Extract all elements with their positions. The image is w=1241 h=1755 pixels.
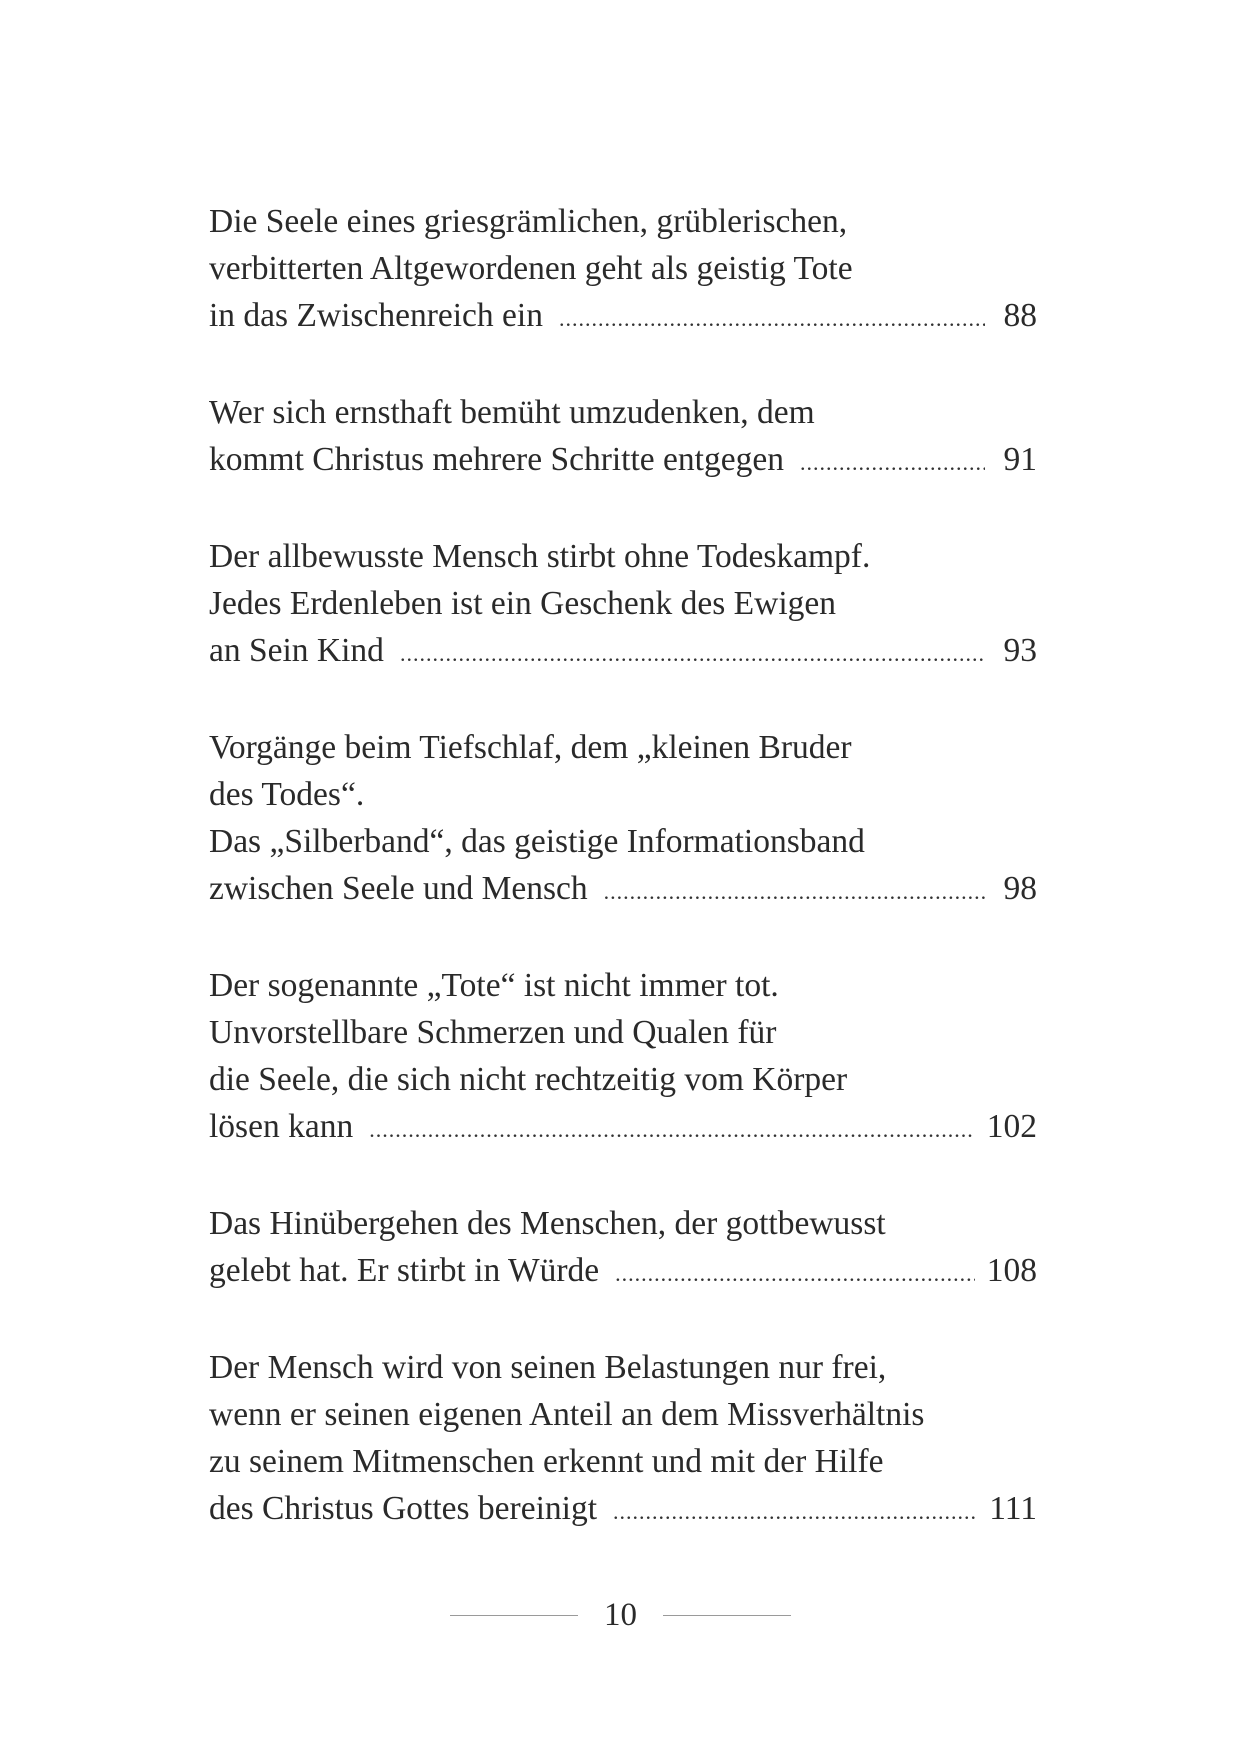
toc-entry-line: Jedes Erdenleben ist ein Geschenk des Ewigen xyxy=(209,585,836,622)
dot-leader xyxy=(800,439,985,486)
toc-entry-line: Die Seele eines griesgrämlichen, grüblerischen, xyxy=(209,203,848,240)
toc-entry-final-line xyxy=(209,1103,1037,1153)
dot-leader xyxy=(604,868,985,915)
toc-entry xyxy=(209,198,1037,342)
toc-entry-line: gelebt hat. Er stirbt in Würde xyxy=(209,1252,600,1289)
toc-entry-final-line xyxy=(209,436,1037,486)
toc-entry-final-line xyxy=(209,865,1037,915)
table-of-contents xyxy=(209,198,1037,1582)
toc-entry-final-line xyxy=(209,292,1037,342)
page-number: 10 xyxy=(604,1596,637,1633)
toc-entry-line: die Seele, die sich nicht rechtzeitig vom Körper xyxy=(209,1061,848,1098)
dot-leader xyxy=(613,1488,977,1535)
toc-entry xyxy=(209,962,1037,1153)
toc-entry xyxy=(209,533,1037,677)
toc-entry-line: Der allbewusste Mensch stirbt ohne Todeskampf. xyxy=(209,538,871,575)
toc-entry-line: Der sogenannte „Tote“ ist nicht immer tot. xyxy=(209,967,779,1004)
toc-entry-line: kommt Christus mehrere Schritte entgegen xyxy=(209,441,784,478)
toc-entry-final-line xyxy=(209,1485,1037,1535)
toc-page-number: 98 xyxy=(1003,870,1037,907)
toc-entry-line: des Christus Gottes bereinigt xyxy=(209,1490,597,1527)
toc-entry-line: Der Mensch wird von seinen Belastungen nur frei, xyxy=(209,1349,887,1386)
toc-entry xyxy=(209,389,1037,486)
dot-leader xyxy=(559,295,985,342)
toc-page-number: 111 xyxy=(989,1490,1037,1527)
toc-entry-line: verbitterten Altgewordenen geht als geistig Tote xyxy=(209,250,853,287)
toc-entry-line: zwischen Seele und Mensch xyxy=(209,870,588,907)
page-footer xyxy=(0,1590,1241,1640)
footer-rule-left xyxy=(450,1615,578,1616)
toc-entry-line: Vorgänge beim Tiefschlaf, dem „kleinen Bruder xyxy=(209,729,852,766)
toc-page-number: 88 xyxy=(1003,297,1037,334)
toc-entry-line: lösen kann xyxy=(209,1108,354,1145)
dot-leader xyxy=(615,1250,975,1297)
dot-leader xyxy=(400,630,985,677)
toc-page-number: 108 xyxy=(986,1252,1037,1289)
toc-entry-final-line xyxy=(209,1247,1037,1297)
footer-rule-right xyxy=(663,1615,791,1616)
toc-page-number: 91 xyxy=(1003,441,1037,478)
toc-entry-line: zu seinem Mitmenschen erkennt und mit der Hilfe xyxy=(209,1443,884,1480)
toc-entry-line: an Sein Kind xyxy=(209,632,384,669)
toc-page-number: 93 xyxy=(1003,632,1037,669)
toc-entry-line: des Todes“. xyxy=(209,776,365,813)
toc-entry-final-line xyxy=(209,627,1037,677)
toc-entry-line: Das „Silberband“, das geistige Informationsband xyxy=(209,823,865,860)
toc-entry-line: Unvorstellbare Schmerzen und Qualen für xyxy=(209,1014,777,1051)
toc-entry-line: wenn er seinen eigenen Anteil an dem Missverhältnis xyxy=(209,1396,925,1433)
toc-page-number: 102 xyxy=(986,1108,1037,1145)
dot-leader xyxy=(369,1106,975,1153)
toc-entry xyxy=(209,1344,1037,1535)
toc-entry xyxy=(209,724,1037,915)
toc-entry-line: in das Zwischenreich ein xyxy=(209,297,543,334)
toc-entry-line: Wer sich ernsthaft bemüht umzudenken, dem xyxy=(209,394,815,431)
toc-entry xyxy=(209,1200,1037,1297)
toc-entry-line: Das Hinübergehen des Menschen, der gottbewusst xyxy=(209,1205,886,1242)
